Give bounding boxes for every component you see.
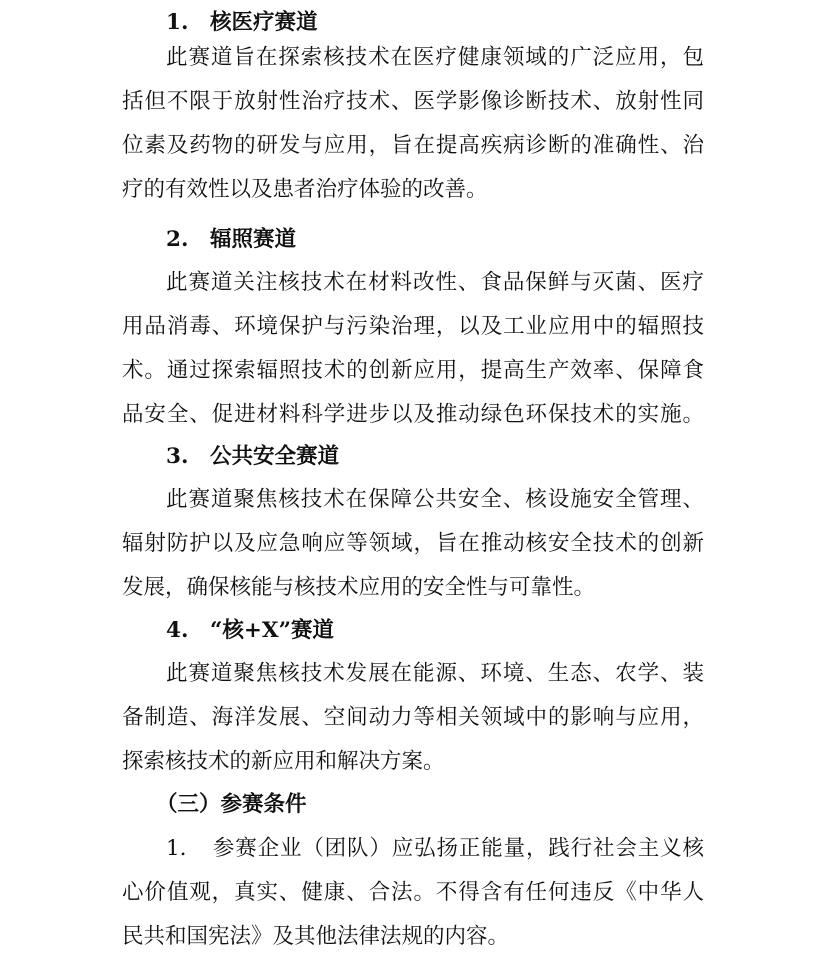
paragraph-line: 备制造、海洋发展、空间动力等相关领域中的影响与应用，	[122, 705, 704, 730]
subsection-heading: （三）参赛条件	[156, 792, 307, 817]
paragraph-line: 此赛道关注核技术在材料改性、食品保鲜与灭菌、医疗	[166, 270, 704, 295]
paragraph-line: 此赛道聚焦核技术发展在能源、环境、生态、农学、装	[166, 661, 704, 686]
section-title: “核+X”赛道	[210, 618, 334, 643]
section-title: 辐照赛道	[210, 227, 297, 252]
section-number: 2.	[166, 227, 189, 252]
paragraph-line: 此赛道旨在探索核技术在医疗健康领域的广泛应用，包	[166, 45, 704, 70]
section-number: 1.	[166, 10, 189, 35]
item-first-line: 参赛企业（团队）应弘扬正能量，践行社会主义核	[212, 836, 704, 861]
section-title: 核医疗赛道	[210, 10, 318, 35]
paragraph-line: 此赛道聚焦核技术在保障公共安全、核设施安全管理、	[166, 487, 704, 512]
section-heading-2	[166, 225, 296, 255]
paragraph-line	[166, 834, 704, 864]
paragraph-line: 位素及药物的研发与应用，旨在提高疾病诊断的准确性、治	[122, 133, 704, 158]
paragraph-line: 心价值观，真实、健康、合法。不得含有任何违反《中华人	[122, 880, 704, 905]
paragraph-line: 民共和国宪法》及其他法律法规的内容。	[122, 924, 510, 949]
paragraph-line: 辐射防护以及应急响应等领域，旨在推动核安全技术的创新	[122, 531, 704, 556]
section-title: 公共安全赛道	[210, 444, 340, 469]
paragraph-line: 发展，确保核能与核技术应用的安全性与可靠性。	[122, 575, 596, 600]
paragraph-line: 用品消毒、环境保护与污染治理，以及工业应用中的辐照技	[122, 314, 704, 339]
paragraph-line: 括但不限于放射性治疗技术、医学影像诊断技术、放射性同	[122, 89, 704, 114]
paragraph-line: 疗的有效性以及患者治疗体验的改善。	[122, 177, 488, 202]
section-heading-1	[166, 8, 318, 38]
section-heading-4	[166, 616, 334, 646]
paragraph-line: 术。通过探索辐照技术的创新应用，提高生产效率、保障食	[122, 358, 704, 383]
section-number: 3.	[166, 444, 189, 469]
paragraph-line: 品安全、促进材料科学进步以及推动绿色环保技术的实施。	[122, 402, 704, 427]
item-number: 1.	[166, 836, 187, 861]
paragraph-line: 探索核技术的新应用和解决方案。	[122, 749, 445, 774]
section-number: 4.	[166, 618, 189, 643]
section-heading-3	[166, 442, 339, 472]
